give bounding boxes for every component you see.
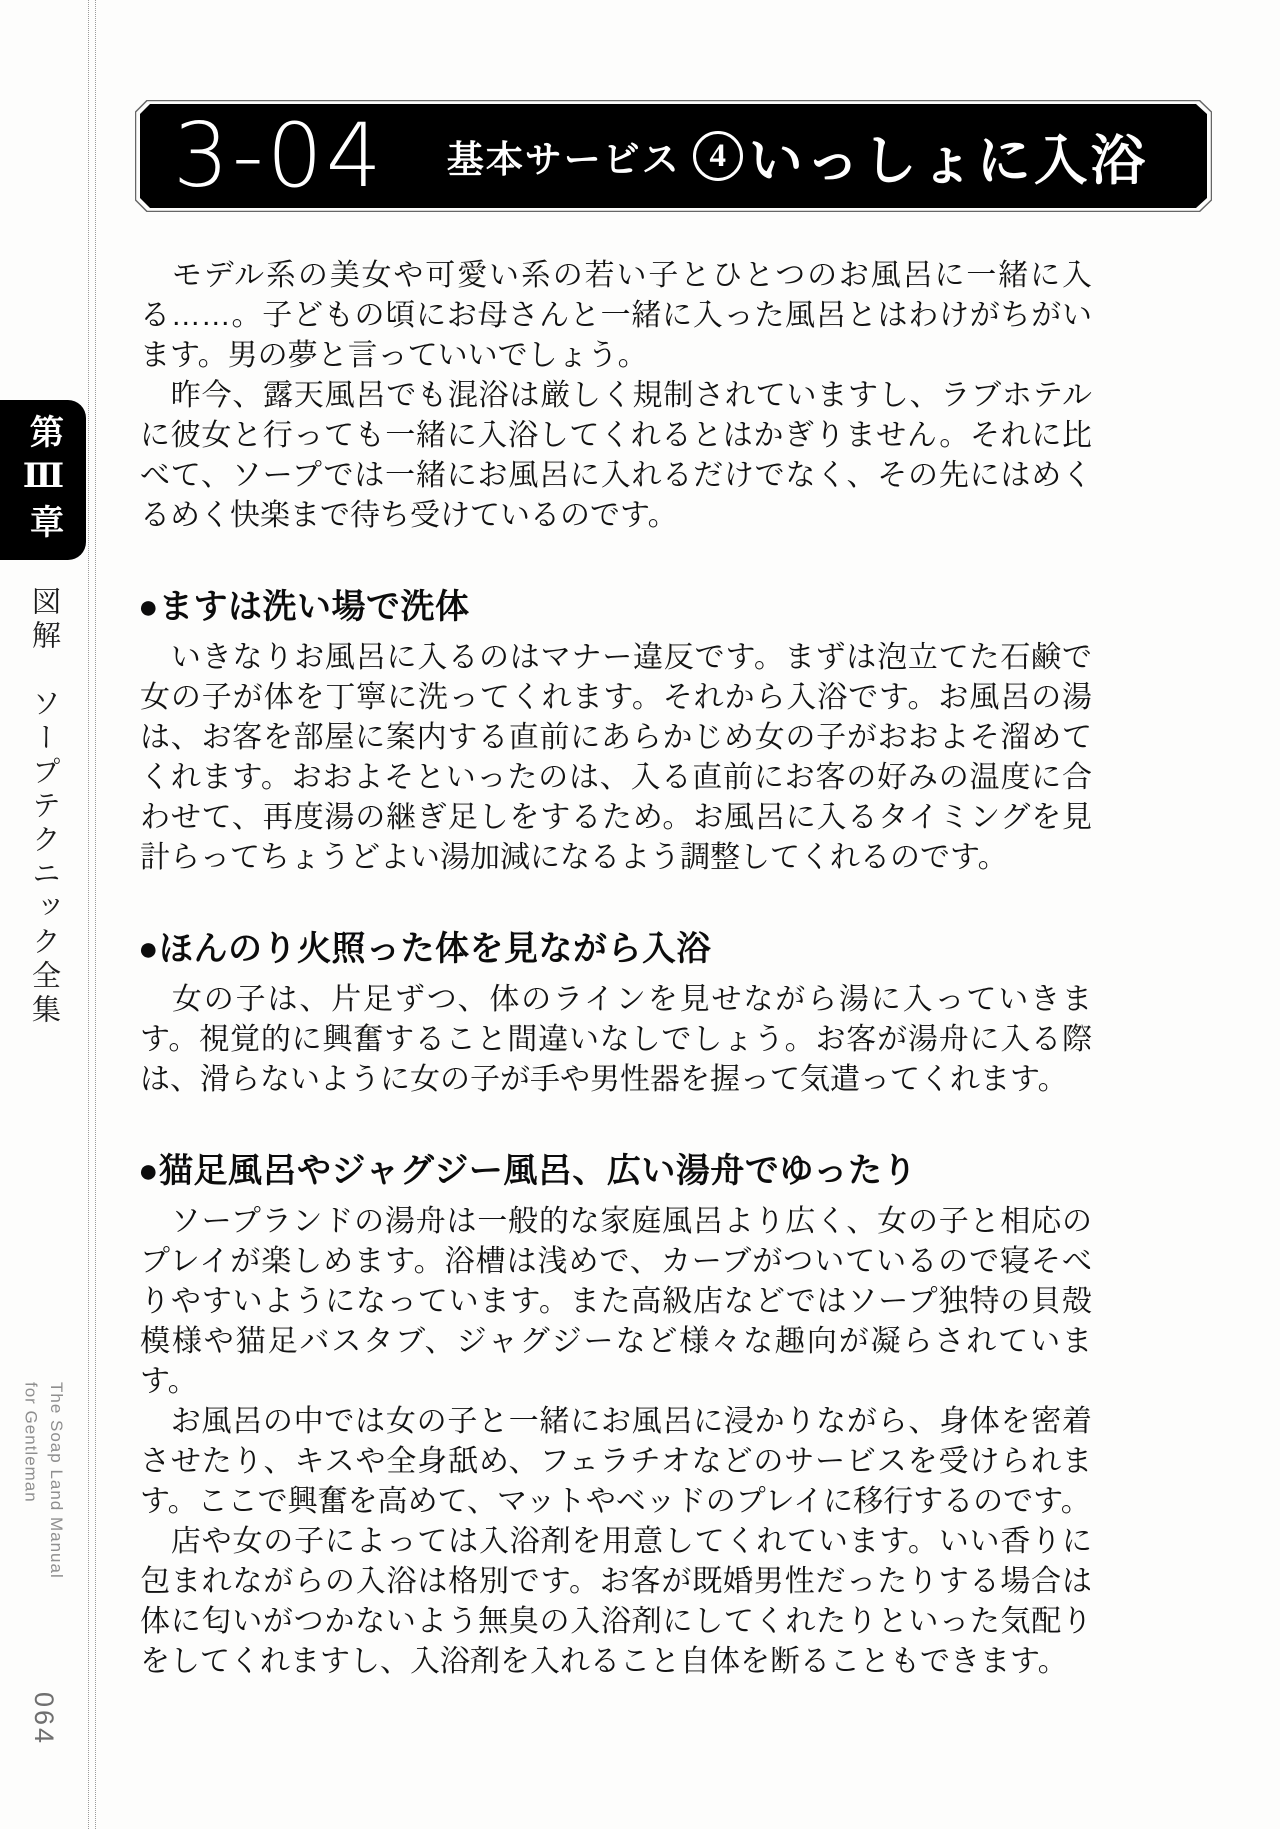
circled-4-badge-icon: 4 [693,131,743,181]
side-caption [18,1382,69,1652]
section-3-paragraph: 店や女の子によっては入浴剤を用意してくれています。いい香りに包まれながらの入浴は格別です。お客が既婚男性だったりする場合は体に匂いがつかないよう無臭の入浴剤にしてくれたりといった気配りをしてくれますし、入浴剤を入れること自体を断ることもできます。 [140,1525,1092,1678]
body-section-2 [140,927,1092,1100]
side-caption-line-1: The Soap Land Manual [47,1382,66,1579]
intro-paragraph: モデル系の美女や可愛い系の若い子とひとつのお風呂に一緒に入る……。子どもの頃にお母さんと一緒に入った風呂とはわけがちがいます。男の夢と言っていいでしょう。 [140,259,1092,372]
series-title: 図解 ソープテクニック全集 [28,586,60,1028]
section-3-paragraph: ソープランドの湯舟は一般的な家庭風呂より広く、女の子と相応のプレイが楽しめます。浴槽は浅めで、カーブがついているので寝そべりやすいようになっています。また高級店などではソープ独特の貝殻模様や猫足バスタブ、ジャグジーなど様々な趣向が凝らされています。 [140,1205,1092,1398]
section-1-heading: ●ますは洗い場で洗体 [138,588,470,626]
section-2-paragraph: 女の子は、片足ずつ、体のラインを見せながら湯に入っていきます。視覚的に興奮すること間違いなしでしょう。お客が湯舟に入る際は、滑らないように女の子が手や男性器を握って気遣ってくれます。 [140,983,1092,1096]
body-section-3 [140,1149,1092,1682]
side-caption-line-2: for Gentleman [21,1382,41,1503]
section-header-banner [135,100,1212,212]
main-text-column [140,256,1092,1682]
section-3-heading: ●猫足風呂やジャグジー風呂、広い湯舟でゆったり [138,1152,918,1190]
section-number: 3-04 [173,104,385,207]
banner-category-label: 基本サービス [446,140,681,181]
section-2-heading: ●ほんのり火照った体を見ながら入浴 [138,930,712,968]
margin-rule-outer [88,0,89,1829]
section-title: いっしょに入浴 [748,130,1148,191]
chapter-tab [0,400,86,560]
intro-paragraph: 昨今、露天風呂でも混浴は厳しく規制されていますし、ラブホテルに彼女と行っても一緒に入浴してくれるとはかぎりません。それに比べて、ソープでは一緒にお風呂に入れるだけでなく、その先にはめくるめく快楽まで待ち受けているのです。 [140,379,1092,532]
margin-rule-inner [95,0,96,1829]
section-1-paragraph: いきなりお風呂に入るのはマナー違反です。まずは泡立てた石鹸で女の子が体を丁寧に洗ってくれます。それから入浴です。お風呂の湯は、お客を部屋に案内する直前にあらかじめ女の子がおおよそ溜めてくれます。おおよそといったのは、入る直前にお客の好みの温度に合わせて、再度湯の継ぎ足しをするため。お風呂に入るタイミングを見計らってちょうどよい湯加減になるよう調整してくれるのです。 [140,641,1092,874]
section-3-paragraph: お風呂の中では女の子と一緒にお風呂に浸かりながら、身体を密着させたり、キスや全身舐め、フェラチオなどのサービスを受けられます。ここで興奮を高めて、マットやベッドのプレイに移行するのです。 [140,1405,1092,1518]
body-section-1 [140,585,1092,878]
page-number: 064 [29,1692,59,1747]
chapter-tab-label: 第Ⅲ章 [24,414,62,546]
banner-content [135,100,1212,212]
